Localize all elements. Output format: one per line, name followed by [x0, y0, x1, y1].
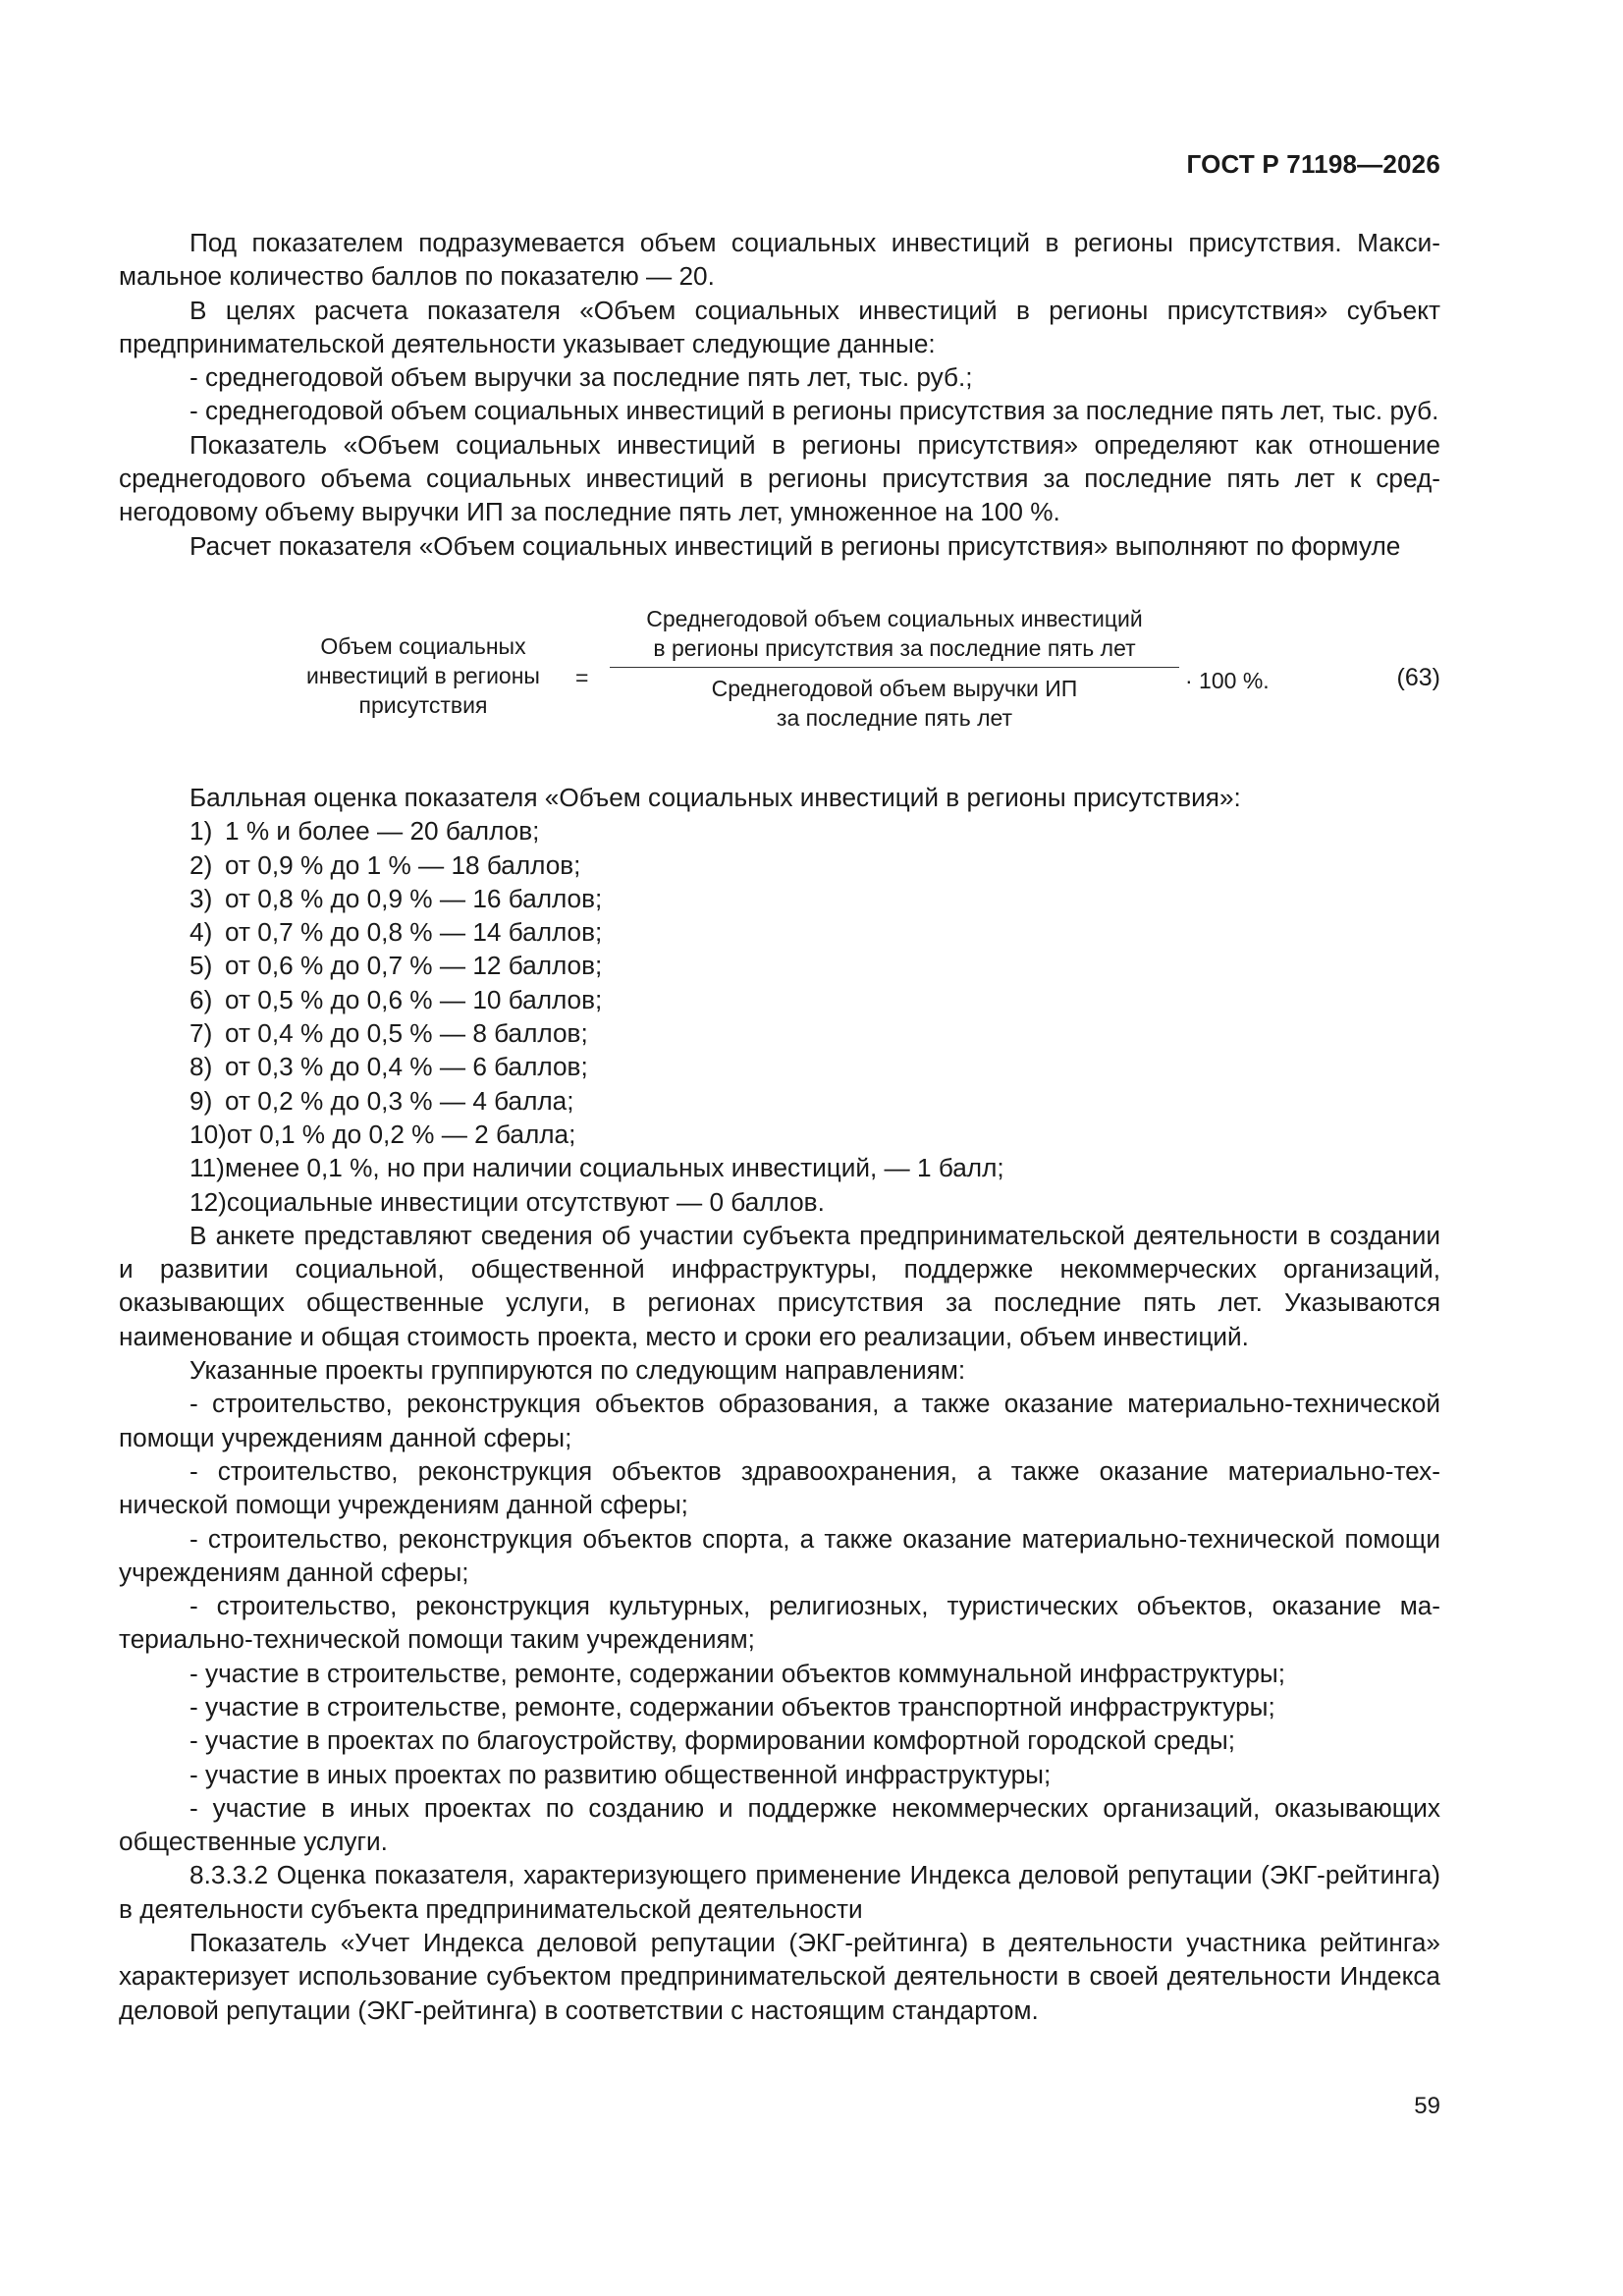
scoring-item-text: от 0,9 % до 1 % — 18 баллов;: [225, 849, 581, 880]
scoring-item-number: 8): [189, 1052, 213, 1082]
scoring-item: [119, 848, 1440, 882]
scoring-item: [119, 915, 1440, 949]
paragraph: Показатель «Объем социальных инвестиций в регионы присутствия» определяют как отношение среднегодового объема социальных инвестиций в регионы присутствия за последние пять лет к среднегодовому объему выручки ИП за последние пять лет, умноженное на 100 %.: [119, 429, 1440, 527]
page-body: [119, 226, 1440, 2027]
scoring-item-text: от 0,5 % до 0,6 % — 10 баллов;: [225, 984, 603, 1014]
formula-left-side: Объем социальных инвестиций в регионы присутствия: [306, 632, 540, 718]
paragraph: В целях расчета показателя «Объем социальных инвестиций в регионы присутствия» субъект предпринимательской деятельности указывает следующие данные:: [119, 295, 1440, 358]
scoring-item-text: от 0,1 % до 0,2 % — 2 балла;: [226, 1119, 576, 1149]
scoring-item-text: социальные инвестиции отсутствуют — 0 баллов.: [226, 1186, 825, 1217]
paragraph: Балльная оценка показателя «Объем социальных инвестиций в регионы присутствия»:: [189, 782, 1241, 812]
formula-multiplier: · 100 %.: [1185, 667, 1270, 693]
scoring-item-number: 10): [189, 1119, 227, 1149]
scoring-item-text: от 0,8 % до 0,9 % — 16 баллов;: [225, 883, 603, 913]
scoring-item-number: 4): [189, 917, 213, 948]
scoring-item: [119, 1050, 1440, 1083]
scoring-item-number: 7): [189, 1018, 213, 1049]
scoring-item-number: 9): [189, 1085, 213, 1116]
paragraph: Показатель «Учет Индекса деловой репутации (ЭКГ-рейтинга) в деятельности участника рейтинга» характеризует использование субъектом предпринимательской деятельности в своей деятельности Индекса деловой репутации (ЭКГ-рейтинга) в соответствии с настоящим стандартом.: [119, 1928, 1440, 2025]
scoring-item-number: 11): [189, 1153, 225, 1183]
direction-item: - участие в проектах по благоустройству, формировании комфортной городской среды;: [189, 1725, 1235, 1756]
scoring-item-number: 12): [189, 1186, 227, 1217]
scoring-list: [119, 814, 1440, 1219]
scoring-item: [119, 1185, 1440, 1219]
direction-item: - строительство, реконструкция объектов образования, а также оказание материально-технической помощи учреждениям данной сферы;: [119, 1389, 1440, 1452]
formula-denominator: Среднегодовой объем выручки ИП: [711, 675, 1078, 701]
scoring-item-text: от 0,7 % до 0,8 % — 14 баллов;: [225, 917, 603, 948]
document-header-id: ГОСТ Р 71198—2026: [1186, 149, 1440, 179]
scoring-item: [119, 983, 1440, 1016]
direction-item: - участие в строительстве, ремонте, содержании объектов коммунальной инфраструктуры;: [189, 1658, 1285, 1688]
scoring-item: [119, 1118, 1440, 1151]
paragraph: Под показателем подразумевается объем социальных инвестиций в регионы присутствия. Максимальное количество баллов по показателю — 20.: [119, 228, 1440, 292]
scoring-item: [119, 882, 1440, 915]
page-number: 59: [1414, 2093, 1440, 2119]
scoring-item-number: 6): [189, 984, 213, 1014]
scoring-item-text: менее 0,1 %, но при наличии социальных инвестиций, — 1 балл;: [225, 1153, 1004, 1183]
paragraph: Расчет показателя «Объем социальных инвестиций в регионы присутствия» выполняют по формуле: [189, 530, 1401, 561]
direction-item: - участие в иных проектах по развитию общественной инфраструктуры;: [189, 1759, 1052, 1789]
formula-numerator: в регионы присутствия за последние пять лет: [653, 634, 1136, 661]
direction-item: - строительство, реконструкция объектов спорта, а также оказание материально-технической помощи учреждениям данной сферы;: [119, 1523, 1440, 1587]
scoring-item-text: от 0,2 % до 0,3 % — 4 балла;: [225, 1085, 574, 1116]
direction-item: - участие в иных проектах по созданию и поддержке некоммерческих организаций, оказывающих общественные услуги.: [119, 1792, 1440, 1857]
formula-fraction: [610, 604, 1179, 733]
scoring-item-text: от 0,6 % до 0,7 % — 12 баллов;: [225, 951, 603, 981]
scoring-item-text: 1 % и более — 20 баллов;: [225, 816, 540, 847]
scoring-item-text: от 0,3 % до 0,4 % — 6 баллов;: [225, 1052, 588, 1082]
directions-list: [119, 1387, 1440, 1858]
scoring-item-number: 1): [189, 816, 213, 847]
formula-63: [119, 563, 1440, 781]
formula-numerator: Среднегодовой объем социальных инвестиций: [646, 605, 1143, 631]
paragraph: В анкете представляют сведения об участии субъекта предпринимательской деятельности в создании и развитии социальной, общественной инфраструктуры, поддержке некоммерческих организаций, оказывающих общественные услуги, в регионах присутствия за последние пять лет. Указываются наименование и общая стоимость проекта, место и сроки его реализации, объем инвестиций.: [119, 1220, 1440, 1351]
scoring-item-number: 2): [189, 849, 213, 880]
scoring-item: [119, 814, 1440, 847]
list-item: - среднегодовой объем социальных инвестиций в регионы присутствия за последние пять лет, тыс. руб.: [189, 396, 1439, 426]
formula-number: (63): [1396, 663, 1440, 691]
scoring-item: [119, 1016, 1440, 1050]
scoring-item-number: 3): [189, 883, 213, 913]
scoring-item: [119, 949, 1440, 982]
scoring-item-text: от 0,4 % до 0,5 % — 8 баллов;: [225, 1018, 588, 1049]
section-heading: 8.3.3.2 Оценка показателя, характеризующего применение Индекса деловой репутации (ЭКГ-рейтинга) в деятельности субъекта предпринимательской деятельности: [119, 1860, 1440, 1924]
scoring-item-number: 5): [189, 951, 213, 981]
direction-item: - строительство, реконструкция культурных, религиозных, туристических объектов, оказание материально-технической помощи таким учреждениям;: [119, 1591, 1440, 1655]
formula-denominator: за последние пять лет: [776, 704, 1013, 731]
scoring-item: [119, 1151, 1440, 1184]
list-item: - среднегодовой объем выручки за последние пять лет, тыс. руб.;: [189, 362, 973, 393]
fraction-bar: [610, 667, 1179, 668]
direction-item: - строительство, реконструкция объектов здравоохранения, а также оказание материально-технической помощи учреждениям данной сферы;: [119, 1455, 1440, 1520]
scoring-item: [119, 1084, 1440, 1118]
formula-equals: =: [575, 664, 589, 690]
paragraph: Указанные проекты группируются по следующим направлениям:: [189, 1355, 966, 1386]
direction-item: - участие в строительстве, ремонте, содержании объектов транспортной инфраструктуры;: [189, 1691, 1275, 1722]
